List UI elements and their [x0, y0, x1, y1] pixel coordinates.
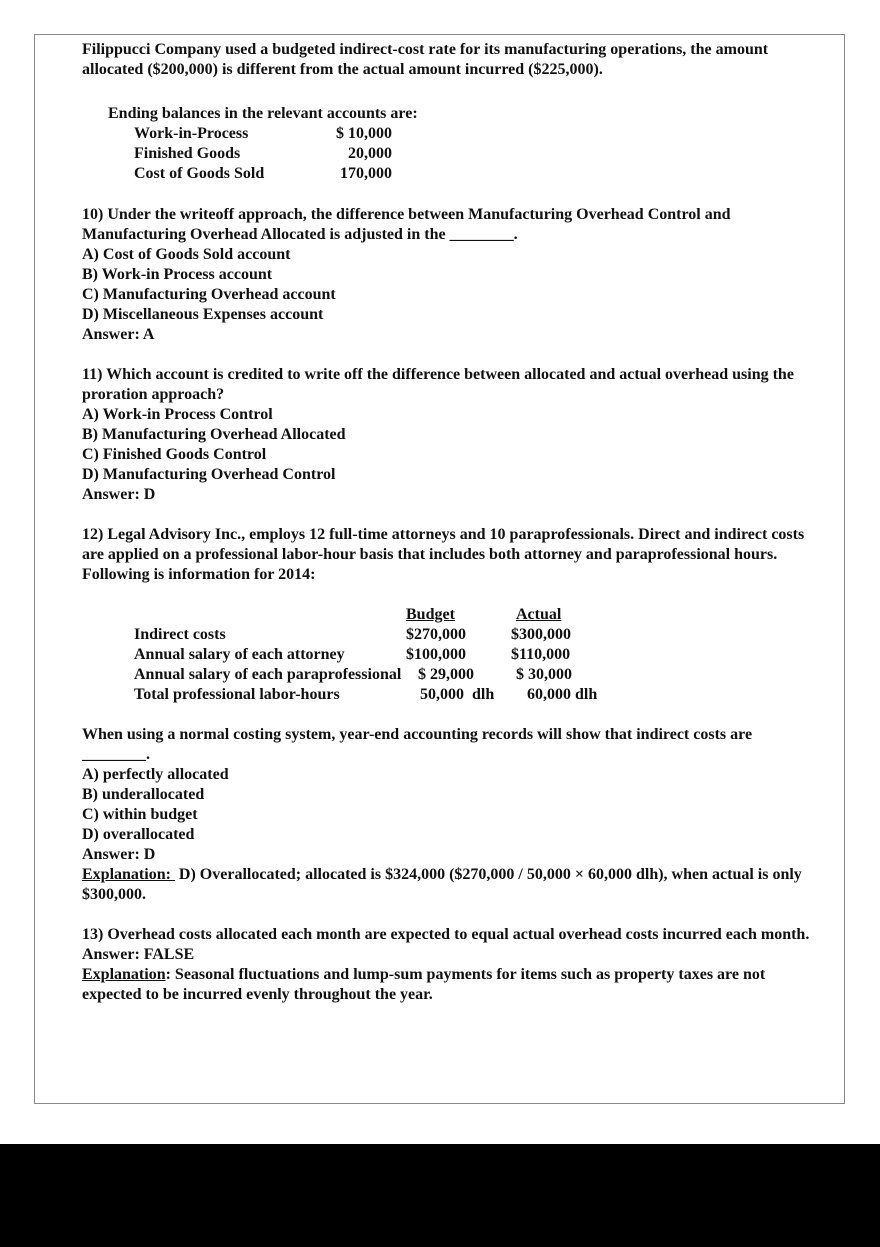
q12-option: A) perfectly allocated	[82, 766, 229, 783]
q11-option: B) Manufacturing Overhead Allocated	[82, 426, 346, 443]
q10-question: 10) Under the writeoff approach, the difference between Manufacturing Overhead Control and Manufacturing Overhead Allocated is adjusted in the ________.	[82, 206, 731, 243]
q11-answer: Answer: D	[82, 486, 156, 503]
q10-option: B) Work-in Process account	[82, 266, 273, 283]
q12-explanation	[82, 865, 812, 905]
row-label: Annual salary of each attorney	[134, 646, 345, 663]
row-label: Annual salary of each paraprofessional	[134, 666, 402, 683]
q10-option: A) Cost of Goods Sold account	[82, 246, 291, 263]
row-label: Indirect costs	[134, 626, 226, 643]
q11-question: 11) Which account is credited to write off the difference between allocated and actual overhead using the proration approach?	[82, 366, 794, 403]
row-actual: $110,000	[511, 646, 571, 663]
explanation-text: D) Overallocated; allocated is $324,000 ($270,000 / 50,000 × 60,000 dlh), when actual is only $300,000.	[82, 866, 802, 903]
q12-option: B) underallocated	[82, 786, 205, 803]
q11-option: C) Finished Goods Control	[82, 446, 267, 463]
balance-row: Cost of Goods Sold 170,000	[134, 165, 392, 182]
q12-option: C) within budget	[82, 806, 198, 823]
q11-option: D) Manufacturing Overhead Control	[82, 466, 336, 483]
q12-question: 12) Legal Advisory Inc., employs 12 full-time attorneys and 10 paraprofessionals. Direct and indirect costs are applied on a professional labor-hour basis that includes both attorney and paraprofessional hours. Following is information for 2014:	[82, 526, 805, 583]
q13-question: 13) Overhead costs allocated each month are expected to equal actual overhead costs incurred each month.	[82, 926, 810, 943]
q10-option: D) Miscellaneous Expenses account	[82, 306, 324, 323]
q13-explanation	[82, 965, 812, 1005]
q11-option: A) Work-in Process Control	[82, 406, 273, 423]
row-actual: 60,000 dlh	[527, 686, 598, 703]
q12-followup: When using a normal costing system, year-end accounting records will show that indirect costs are ________.	[82, 726, 753, 763]
row-label: Total professional labor-hours	[134, 686, 340, 703]
explanation-label: Explanation:	[82, 866, 175, 883]
q10-answer: Answer: A	[82, 326, 155, 343]
header-budget: Budget	[406, 606, 455, 623]
document-content	[82, 40, 812, 1005]
row-budget: 50,000 dlh	[420, 686, 495, 703]
balance-row: Work-in-Process $ 10,000	[134, 125, 392, 142]
q13-answer: Answer: FALSE	[82, 946, 195, 963]
bottom-black-bar	[0, 1144, 880, 1247]
explanation-text: : Seasonal fluctuations and lump-sum payments for items such as property taxes are not expected to be incurred evenly throughout the year.	[82, 966, 766, 1003]
row-budget: $ 29,000	[418, 666, 474, 683]
intro-text: Filippucci Company used a budgeted indirect-cost rate for its manufacturing operations, the amount allocated ($200,000) is different from the actual amount incurred ($225,000).	[82, 41, 769, 78]
header-actual: Actual	[516, 606, 562, 623]
balance-row: Finished Goods 20,000	[134, 145, 392, 162]
q10-option: C) Manufacturing Overhead account	[82, 286, 336, 303]
q12-option: D) overallocated	[82, 826, 195, 843]
row-budget: $100,000	[406, 646, 466, 663]
explanation-label: Explanation	[82, 966, 166, 983]
q12-table	[82, 605, 812, 705]
row-budget: $270,000	[406, 626, 466, 643]
row-actual: $300,000	[511, 626, 571, 643]
balances-heading: Ending balances in the relevant accounts are:	[108, 105, 418, 122]
row-actual: $ 30,000	[516, 666, 572, 683]
q12-answer: Answer: D	[82, 846, 156, 863]
